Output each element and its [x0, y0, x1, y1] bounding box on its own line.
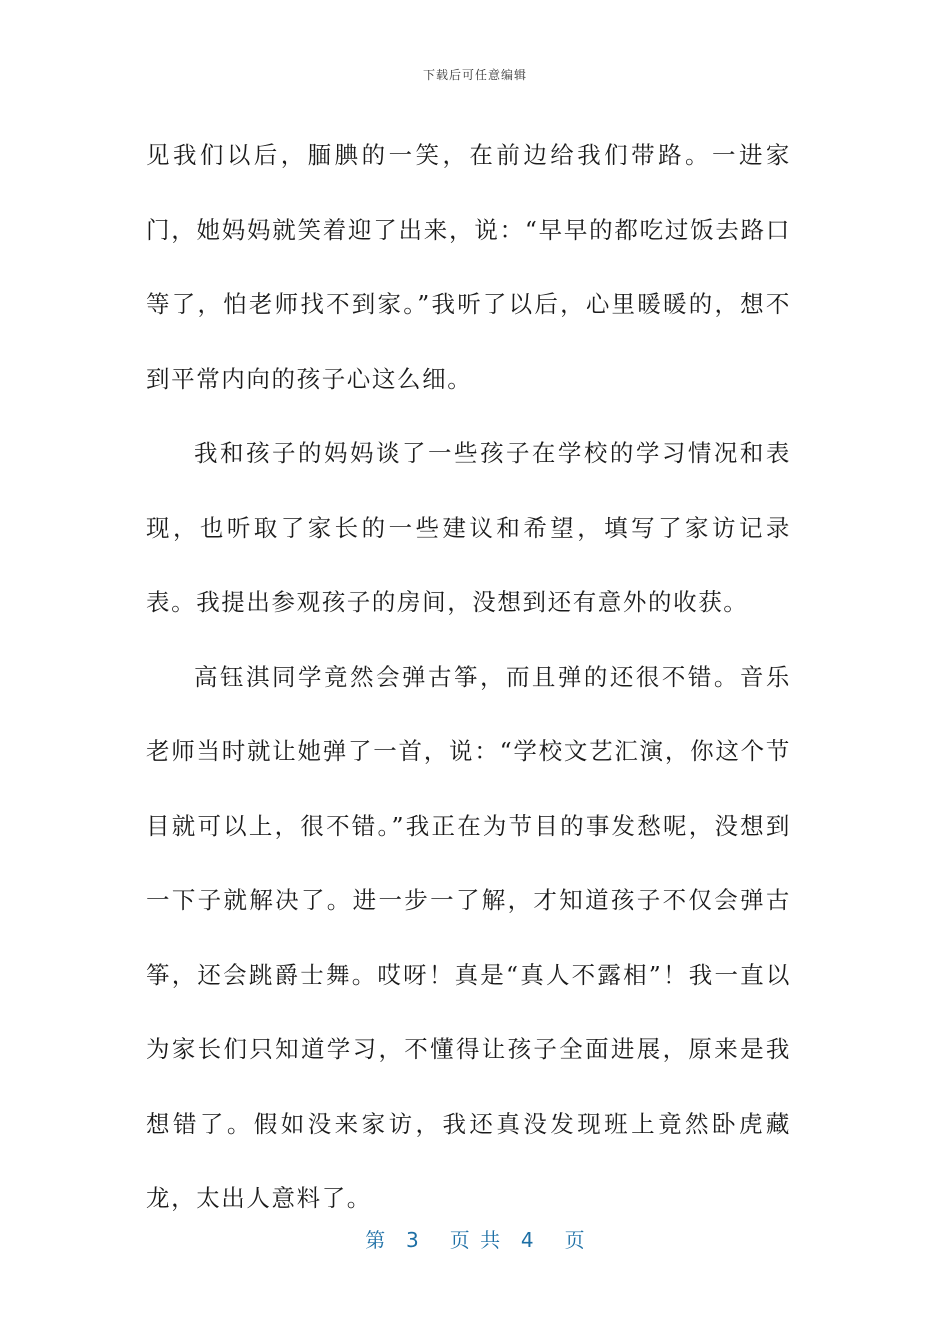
paragraph-continuation: 见我们以后，腼腆的一笑，在前边给我们带路。一进家门，她妈妈就笑着迎了出来，说：“早早的都吃过饭去路口等了，怕老师找不到家。”我听了以后，心里暖暖的，想不到平常内向的孩子心这么细。 — [146, 141, 791, 393]
paragraph-parent-talk: 我和孩子的妈妈谈了一些孩子在学校的学习情况和表现，也听取了家长的一些建议和希望，填写了家访记录表。我提出参观孩子的房间，没想到还有意外的收获。 — [146, 439, 791, 616]
document-body — [146, 118, 791, 1236]
page-header-note: 下载后可任意编辑 — [422, 68, 527, 82]
paragraph-guzheng: 高钰淇同学竟然会弹古筝，而且弹的还很不错。音乐老师当时就让她弹了一首，说：“学校文艺汇演，你这个节目就可以上，很不错。”我正在为节目的事发愁呢，没想到一下子就解决了。进一步一了解，才知道孩子不仅会弹古筝，还会跳爵士舞。哎呀！真是“真人不露相”！我一直以为家长们只知道学习，不懂得让孩子全面进展，原来是我想错了。假如没来家访，我还真没发现班上竟然卧虎藏龙，太出人意料了。 — [146, 662, 791, 1212]
page-number-footer: 第 3 页 共 4 页 — [365, 1228, 585, 1252]
